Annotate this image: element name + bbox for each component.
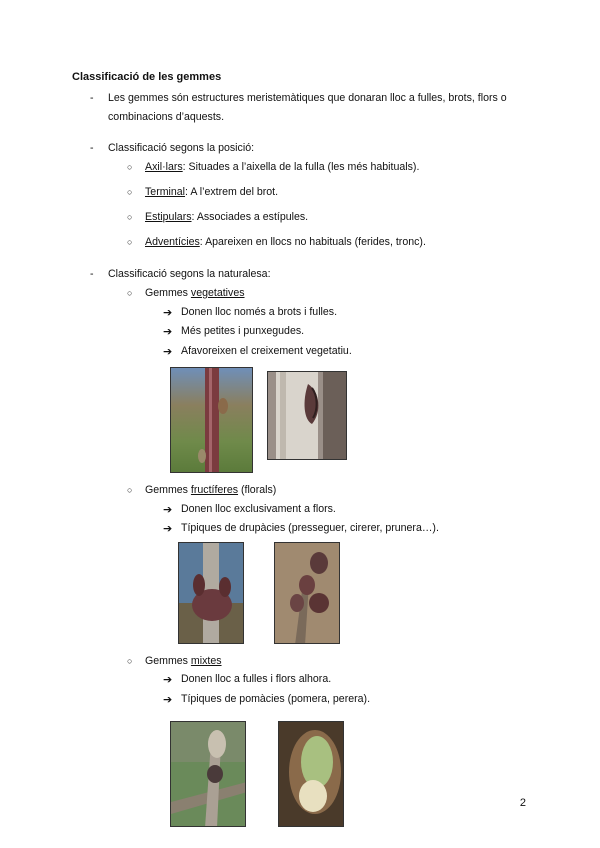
term: fructíferes [190, 484, 239, 496]
position-item [145, 236, 426, 248]
circle-bullet-icon: ○ [127, 162, 133, 172]
fruiting-point: Típiques de drupàcies (presseguer, cirerer, prunera…). [181, 522, 439, 534]
mixed-bud-photo-1 [170, 721, 246, 827]
vegetative-point: Més petites i punxegudes. [181, 325, 305, 337]
circle-bullet-icon: ○ [127, 656, 133, 666]
arrow-bullet-icon: ➔ [163, 523, 173, 535]
dash-bullet-icon: - [90, 268, 94, 280]
vegetative-bud-photo-2 [267, 371, 347, 460]
circle-bullet-icon: ○ [127, 187, 133, 197]
dash-bullet-icon: - [90, 142, 94, 154]
term: vegetatives [190, 287, 245, 299]
circle-bullet-icon: ○ [127, 485, 133, 495]
mixed-bud-photo-2 [278, 721, 344, 827]
arrow-bullet-icon: ➔ [163, 694, 173, 706]
position-item [145, 211, 308, 223]
fruiting-bud-photo-2 [274, 542, 340, 644]
fruiting-point: Donen lloc exclusivament a flors. [181, 503, 336, 515]
term: Axil·lars [145, 161, 183, 173]
arrow-bullet-icon: ➔ [163, 346, 173, 358]
section-heading: Classificació de les gemmes [72, 71, 222, 83]
description: : Situades a l’aixella de la fulla (les més habituals). [182, 161, 420, 173]
vegetative-point: Donen lloc només a brots i fulles. [181, 306, 338, 318]
term: Estipulars [145, 211, 192, 223]
page-number: 2 [519, 797, 526, 809]
vegetative-heading: Gemmes vegetatives [145, 287, 245, 299]
description: : Associades a estípules. [191, 211, 309, 223]
position-item [145, 186, 278, 198]
mixed-heading: Gemmes mixtes [145, 655, 222, 667]
position-item [145, 161, 419, 173]
arrow-bullet-icon: ➔ [163, 307, 173, 319]
term: Terminal [145, 186, 186, 198]
circle-bullet-icon: ○ [127, 237, 133, 247]
vegetative-point: Afavoreixen el creixement vegetatiu. [181, 345, 352, 357]
circle-bullet-icon: ○ [127, 288, 133, 298]
circle-bullet-icon: ○ [127, 212, 133, 222]
description: : Apareixen en llocs no habituals (ferides, tronc). [199, 236, 426, 248]
fruiting-bud-photo-1 [178, 542, 244, 644]
vegetative-bud-photo-1 [170, 367, 253, 473]
arrow-bullet-icon: ➔ [163, 674, 173, 686]
mixed-point: Típiques de pomàcies (pomera, perera). [181, 693, 371, 705]
dash-bullet-icon: - [90, 92, 94, 104]
term: Adventícies [145, 236, 200, 248]
position-title: Classificació segons la posició: [108, 142, 255, 154]
fruiting-heading: Gemmes fructíferes (florals) [145, 484, 277, 496]
description: : A l’extrem del brot. [185, 186, 279, 198]
mixed-point: Donen lloc a fulles i flors alhora. [181, 673, 332, 685]
intro-line-1: Les gemmes són estructures meristemàtiques que donaran lloc a fulles, brots, flors o [108, 92, 507, 104]
nature-title: Classificació segons la naturalesa: [108, 268, 271, 280]
arrow-bullet-icon: ➔ [163, 326, 173, 338]
arrow-bullet-icon: ➔ [163, 504, 173, 516]
intro-line-2: combinacions d’aquests. [108, 111, 225, 123]
term: mixtes [190, 655, 222, 667]
